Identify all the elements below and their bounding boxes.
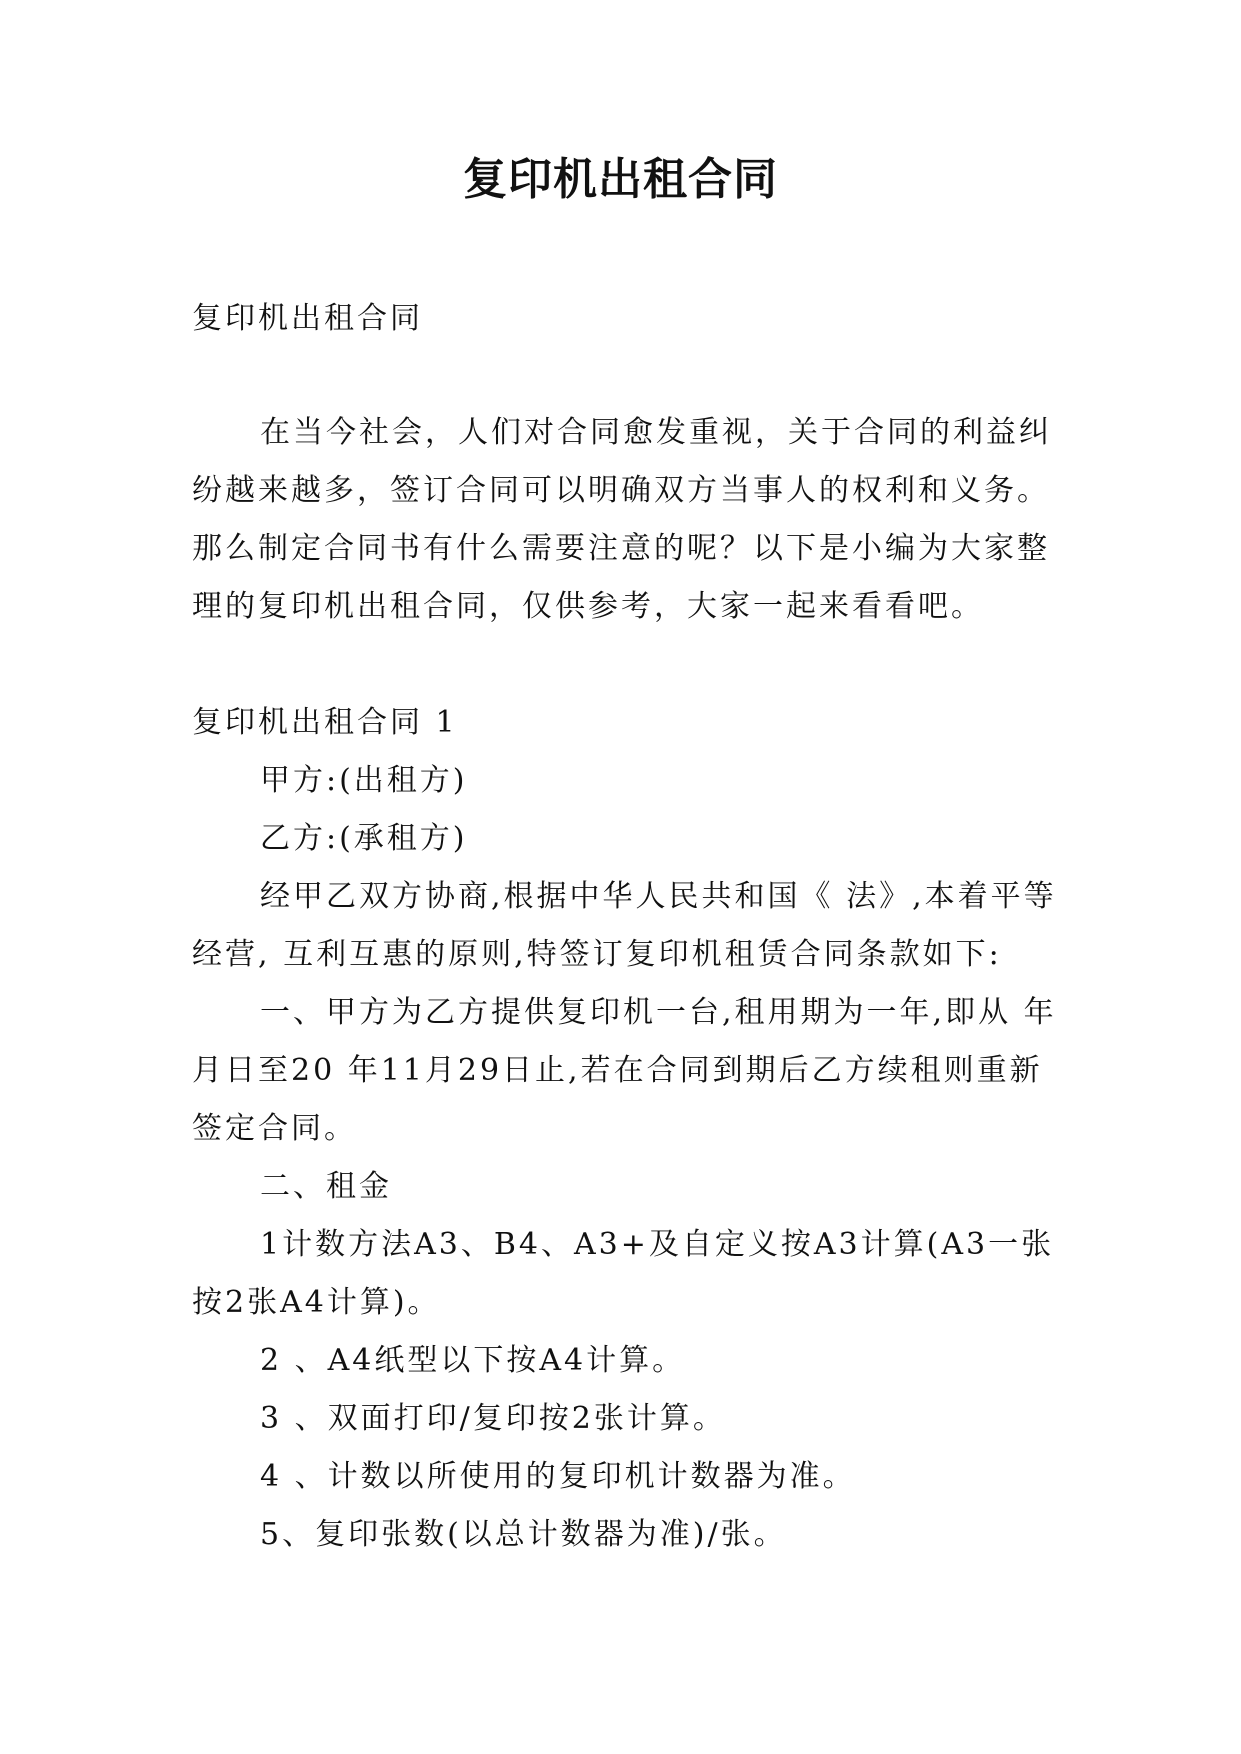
clause-1: 一、甲方为乙方提供复印机一台,租用期为一年,即从 年 月日至20 年11月29日止,若在合同到期后乙方续租则重新签定合同。 bbox=[192, 995, 1057, 1146]
contract-section bbox=[192, 694, 1062, 1564]
party-a-line: 甲方:(出租方) bbox=[260, 763, 468, 798]
document-subtitle bbox=[192, 290, 1062, 348]
subtitle-text: 复印机出租合同 bbox=[192, 301, 423, 336]
rent-item-5: 5、复印张数(以总计数器为准)/张。 bbox=[260, 1517, 787, 1552]
document-title: 复印机出租合同 bbox=[463, 154, 778, 205]
rent-item-4: 4 、计数以所使用的复印机计数器为准。 bbox=[260, 1459, 856, 1494]
rent-item-1: 1计数方法A3、B4、A3+及自定义按A3计算(A3一张按2张A4计算)。 bbox=[192, 1227, 1055, 1320]
clause-2-heading: 二、租金 bbox=[260, 1169, 392, 1204]
rent-item-3: 3 、双面打印/复印按2张计算。 bbox=[260, 1401, 726, 1436]
rent-item-2: 2 、A4纸型以下按A4计算。 bbox=[260, 1343, 686, 1378]
party-b-line: 乙方:(承租方) bbox=[260, 821, 468, 856]
intro-paragraph bbox=[192, 404, 1062, 636]
intro-text: 在当今社会，人们对合同愈发重视，关于合同的利益纠纷越来越多，签订合同可以明确双方当事人的权利和义务。那么制定合同书有什么需要注意的呢？以下是小编为大家整理的复印机出租合同，仅供参考，大家一起来看看吧。 bbox=[192, 415, 1052, 624]
contract-heading: 复印机出租合同 1 bbox=[192, 705, 458, 740]
contract-preamble: 经甲乙双方协商,根据中华人民共和国《 法》,本着平等经营, 互利互惠的原则,特签订复印机租赁合同条款如下: bbox=[192, 879, 1057, 972]
